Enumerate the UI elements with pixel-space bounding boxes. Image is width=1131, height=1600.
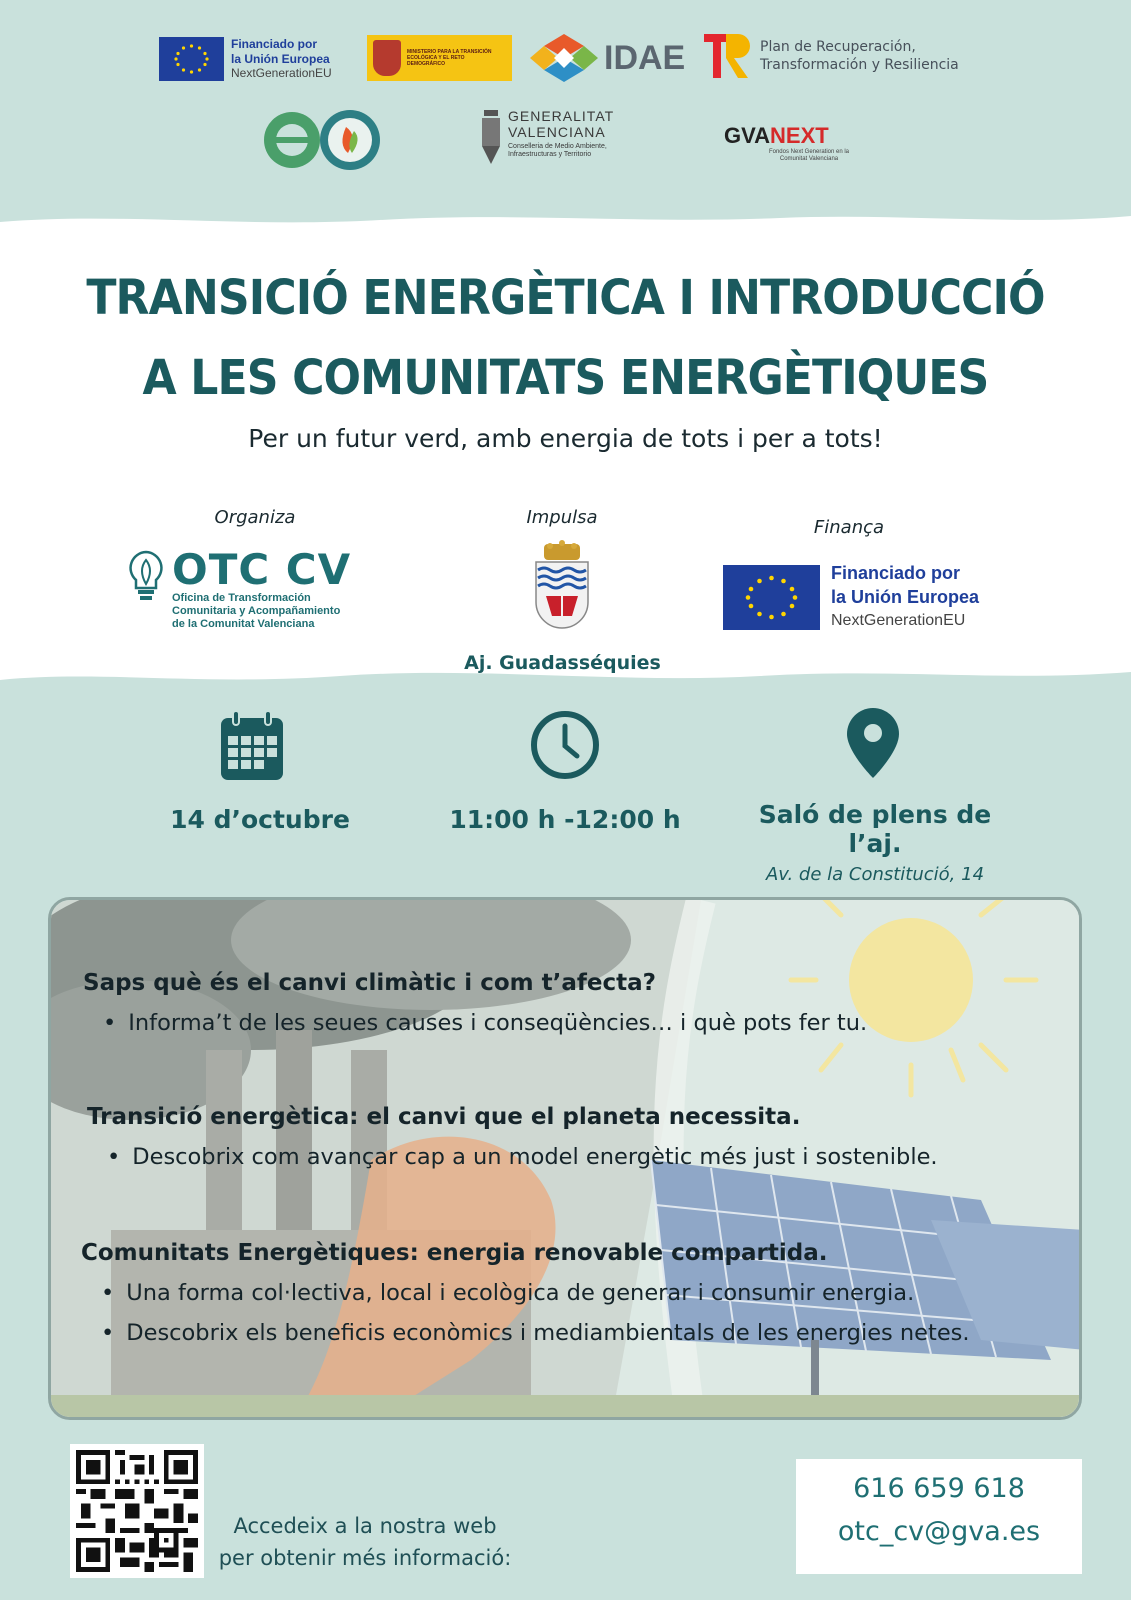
section-1-bullet-1: • Informa’t de les seues causes i conseqüències… i què pots fer tu. [103, 1010, 867, 1036]
web-invite [215, 1510, 515, 1574]
event-date: 14 d’octubre [170, 805, 350, 834]
eu-line3: NextGenerationEU [831, 612, 966, 629]
eu-line2: la Unión Europea [831, 587, 980, 607]
gva-brand-a: GVA [724, 123, 771, 148]
spain-coat-icon [373, 40, 401, 76]
title-line-2: A LES COMUNITATS ENERGÈTIQUES [142, 350, 989, 406]
web-line-2: per obtenir més informació: [218, 1546, 512, 1570]
generalitat-coat-icon [480, 108, 502, 166]
map-pin-icon [845, 706, 901, 780]
eu-line1: Financiado por [831, 563, 961, 583]
otc-name: OTC CV [172, 545, 352, 594]
financa-label-wrap [774, 517, 924, 538]
idae-logo [528, 32, 685, 84]
web-line-1: Accedeix a la nostra web [233, 1514, 497, 1538]
page-title [45, 258, 1086, 418]
section-2-bullet-1: • Descobrix com avançar cap a un model energètic més just i sostenible. [107, 1144, 938, 1170]
eu-top-line2: la Unión Europea [231, 51, 330, 66]
event-date-block [140, 805, 380, 834]
calendar-icon [219, 710, 285, 782]
event-address: Av. de la Constitució, 14 [765, 864, 985, 885]
otc-desc-2: Comunitaria y Acompañamiento [172, 605, 341, 617]
impulsa-label-wrap [487, 507, 637, 528]
sponsor-logos-top [0, 30, 1131, 90]
ministerio-logo [367, 35, 512, 81]
gva-next-tagline: Fondos Next Generation en la Comunitat Valenciana [768, 149, 850, 162]
eu-flag-icon [723, 565, 820, 630]
event-place: Saló de plens de l’aj. [758, 800, 992, 858]
gv-line1: GENERALITAT [508, 108, 615, 124]
sponsor-logos-second-row [0, 105, 1131, 175]
eu-funding-logo [723, 561, 979, 633]
section-1-title: Saps què és el canvi climàtic i com t’afecta? [83, 970, 656, 996]
eu-flag-icon [159, 37, 224, 81]
gv-line2: VALENCIANA [508, 124, 606, 140]
plan-line1: Plan de Recuperación, [760, 39, 916, 55]
otc-desc-3: de la Comunitat Valenciana [172, 618, 315, 630]
financa-label: Finança [813, 517, 885, 538]
idae-text: IDAE [604, 38, 686, 77]
eu-funding-logo-top [159, 37, 332, 81]
contact-email[interactable]: otc_cv@gva.es [837, 1516, 1041, 1547]
organiza-label-wrap [180, 507, 330, 528]
title-line-1: TRANSICIÓ ENERGÈTICA I INTRODUCCIÓ [86, 270, 1045, 326]
otc-desc-1: Oficina de Transformación [172, 592, 311, 604]
gva-next-logo [724, 123, 854, 163]
eu-top-line1: Financiado por [231, 37, 318, 52]
energy-community-logo-icon [262, 105, 387, 175]
otc-cv-logo [126, 545, 352, 631]
ministerio-text: MINISTERIO PARA LA TRANSICIÓN ECOLÓGICA Y EL RETO DEMOGRÁFICO [407, 49, 492, 67]
section-3-title: Comunitats Energètiques: energia renovable compartida. [81, 1240, 828, 1266]
guadassequies-coat-of-arms-icon [530, 540, 594, 640]
gva-brand-b: NEXT [770, 123, 829, 148]
qr-code[interactable] [70, 1444, 204, 1578]
event-place-block [730, 800, 1020, 885]
plan-line2: Transformación y Resiliencia [760, 57, 959, 73]
section-2-title: Transició energètica: el canvi que el planeta necessita. [87, 1104, 801, 1130]
content-panel [48, 897, 1082, 1420]
section-3-bullet-2: • Descobrix els beneficis econòmics i mediambientals de les energies netes. [101, 1320, 970, 1346]
lightbulb-icon [126, 548, 166, 608]
eu-top-line3: NextGenerationEU [231, 66, 332, 81]
event-time: 11:00 h -12:00 h [449, 805, 681, 834]
page-subtitle: Per un futur verd, amb energia de tots i per a tots! [248, 424, 883, 453]
ajuntament-name: Aj. Guadasséquies [464, 652, 661, 674]
contact-phone[interactable]: 616 659 618 [853, 1473, 1025, 1504]
impulsa-label: Impulsa [526, 507, 598, 528]
generalitat-valenciana-logo [480, 108, 623, 166]
section-3-bullet-1: • Una forma col·lectiva, local i ecològica de generar i consumir energia. [101, 1280, 914, 1306]
tr-mark-icon [702, 30, 752, 82]
qr-code-icon [76, 1450, 198, 1572]
gv-line3: Conselleria de Medio Ambiente, Infraestructuras y Territorio [508, 143, 607, 158]
idae-mark-icon [528, 32, 600, 84]
organiza-label: Organiza [214, 507, 296, 528]
event-time-block [430, 805, 700, 834]
clock-icon [530, 710, 600, 780]
recovery-plan-logo [702, 30, 959, 82]
